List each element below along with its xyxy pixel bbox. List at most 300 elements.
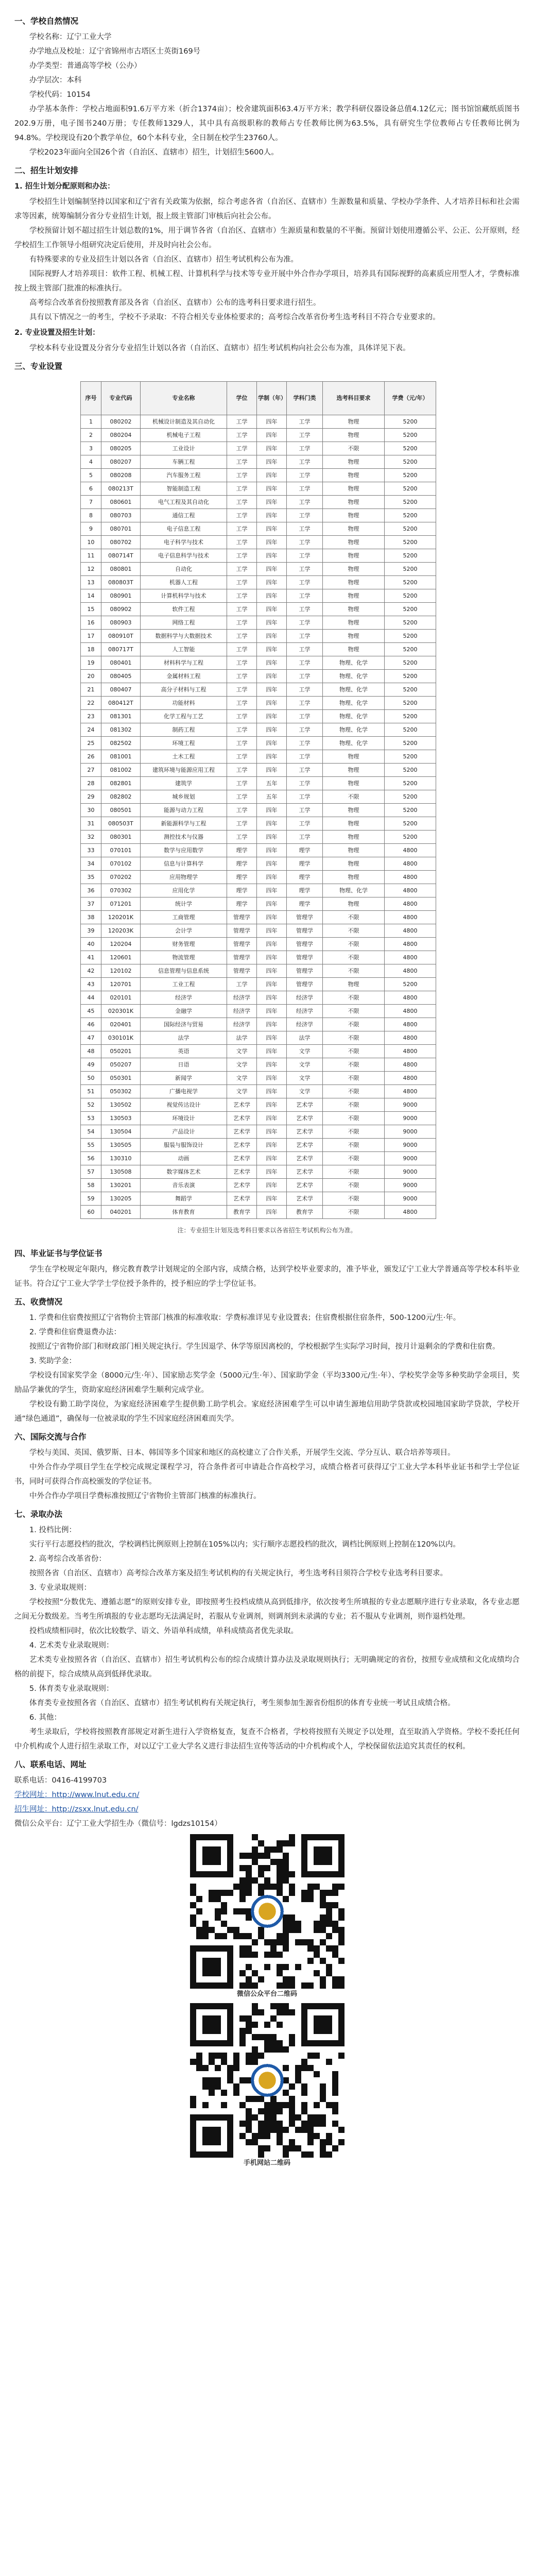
cell-requirement: 不限 (323, 790, 385, 804)
plan-paragraph-4: 国际视野人才培养项目：软件工程、机械工程、计算机科学与技术等专业开展中外合作办学项目，培养具有国际视野的高素质应用型人才，学费标准按上级主管部门批准的标准执行。 (14, 270, 520, 293)
cell-degree: 艺术学 (227, 1125, 257, 1139)
cell-fee: 5200 (385, 656, 436, 670)
admission-website-link[interactable]: 招生网址：http://zsxx.lnut.edu.cn/ (14, 1805, 139, 1814)
table-row (81, 1098, 436, 1112)
intl-paragraph-3: 中外合作办学项目学费标准按照辽宁省物价主管部门核准的标准执行。 (29, 1492, 261, 1500)
table-note: 注：专业招生计划及选考科目要求以各省招生考试机构公布为准。 (177, 1227, 357, 1234)
school-conditions: 办学基本条件：学校占地面积91.6万平方米（折合1374亩）；校舍建筑面积63.4万平方米；教学科研仪器设备总值4.12亿元；图书馆馆藏纸质图书202.9万册，电子图书240万册；专任教师1329人，其中具有高级职称的教师占专任教师比例为63.5%，具有研究生学位教师占专任教师比例为94.8%。学校现设有20个教学单位，60个本科专业，全日制在校学生23760人。 (14, 105, 520, 142)
cell-requirement: 不限 (323, 924, 385, 938)
cell-name: 工商管理 (141, 911, 227, 924)
cell-no: 18 (81, 643, 101, 656)
cell-fee: 5200 (385, 563, 436, 576)
cell-degree: 法学 (227, 1031, 257, 1045)
cell-years: 四年 (257, 429, 287, 442)
cell-category: 工学 (287, 656, 323, 670)
cell-code: 080213T (101, 482, 141, 496)
cell-years: 四年 (257, 469, 287, 482)
cell-category: 工学 (287, 415, 323, 429)
cell-requirement: 物理 (323, 469, 385, 482)
admission-paragraph-1: 实行平行志愿投档的批次，学校调档比例原则上控制在105%以内；实行顺序志愿投档的批次，调档比例原则上控制在120%以内。 (29, 1540, 460, 1549)
cell-fee: 4800 (385, 1045, 436, 1058)
fee-paragraph-4: 3. 奖助学金： (29, 1357, 76, 1365)
table-row (81, 603, 436, 616)
cell-years: 四年 (257, 670, 287, 683)
cell-fee: 5200 (385, 630, 436, 643)
cell-category: 工学 (287, 589, 323, 603)
cell-name: 法学 (141, 1031, 227, 1045)
cell-requirement: 物理 (323, 616, 385, 630)
cell-requirement: 物理 (323, 603, 385, 616)
cell-fee: 5200 (385, 442, 436, 455)
cell-category: 工学 (287, 683, 323, 697)
cell-fee: 5200 (385, 670, 436, 683)
cell-fee: 5200 (385, 643, 436, 656)
cell-code: 080717T (101, 643, 141, 656)
cell-name: 会计学 (141, 924, 227, 938)
cell-code: 080901 (101, 589, 141, 603)
cell-degree: 艺术学 (227, 1192, 257, 1206)
cell-fee: 9000 (385, 1179, 436, 1192)
table-row (81, 496, 436, 509)
cell-code: 080902 (101, 603, 141, 616)
cell-no: 16 (81, 616, 101, 630)
cell-code: 080703 (101, 509, 141, 522)
cell-requirement: 物理 (323, 857, 385, 871)
cell-name: 视觉传达设计 (141, 1098, 227, 1112)
cell-requirement: 不限 (323, 1098, 385, 1112)
table-row (81, 536, 436, 549)
cell-fee: 5200 (385, 697, 436, 710)
cell-category: 管理学 (287, 938, 323, 951)
cell-fee: 9000 (385, 1112, 436, 1125)
cell-requirement: 物理 (323, 496, 385, 509)
cell-requirement: 物理 (323, 764, 385, 777)
cell-requirement: 不限 (323, 1018, 385, 1031)
cell-name: 制药工程 (141, 723, 227, 737)
cell-degree: 工学 (227, 790, 257, 804)
cell-years: 四年 (257, 1072, 287, 1085)
cell-degree: 管理学 (227, 951, 257, 964)
cell-category: 文学 (287, 1058, 323, 1072)
table-row (81, 790, 436, 804)
cell-no: 14 (81, 589, 101, 603)
plan-paragraph-7: 学校本科专业设置及分省分专业招生计划以各省（自治区、直辖市）招生考试机构向社会公布为准，具体详见下表。 (29, 344, 410, 352)
cell-years: 五年 (257, 777, 287, 790)
table-row (81, 656, 436, 670)
cell-years: 四年 (257, 549, 287, 563)
cell-years: 四年 (257, 978, 287, 991)
cell-degree: 经济学 (227, 991, 257, 1005)
cell-degree: 理学 (227, 844, 257, 857)
school-address: 办学地点及校址：辽宁省锦州市古塔区士英街169号 (29, 47, 201, 56)
cell-years: 四年 (257, 643, 287, 656)
cell-name: 建筑环境与能源应用工程 (141, 764, 227, 777)
cell-name: 动画 (141, 1152, 227, 1165)
cell-fee: 9000 (385, 1152, 436, 1165)
cell-name: 信息与计算科学 (141, 857, 227, 871)
fee-paragraph-1: 1. 学费和住宿费按照辽宁省物价主管部门核准的标准收取：学费标准详见专业设置表；住宿费根据住宿条件，500-1200元/生·年。 (29, 1314, 461, 1322)
table-row (81, 991, 436, 1005)
table-row (81, 482, 436, 496)
table-row (81, 804, 436, 817)
majors-table (80, 381, 436, 1219)
cell-name: 金融学 (141, 1005, 227, 1018)
cell-fee: 5200 (385, 750, 436, 764)
table-row (81, 1045, 436, 1058)
section-6-title: 六、国际交流与合作 (14, 1432, 87, 1442)
cell-requirement: 物理 (323, 897, 385, 911)
cell-degree: 工学 (227, 549, 257, 563)
col-header-degree: 学位 (227, 382, 257, 415)
cell-fee: 5200 (385, 482, 436, 496)
cell-requirement: 不限 (323, 1125, 385, 1139)
cell-name: 机械电子工程 (141, 429, 227, 442)
cell-name: 计算机科学与技术 (141, 589, 227, 603)
cell-no: 56 (81, 1152, 101, 1165)
cell-years: 四年 (257, 455, 287, 469)
cell-years: 四年 (257, 1192, 287, 1206)
contact-phone: 联系电话：0416-4199703 (14, 1776, 107, 1785)
cell-category: 工学 (287, 482, 323, 496)
cell-fee: 9000 (385, 1125, 436, 1139)
cell-fee: 5200 (385, 509, 436, 522)
wechat-qr-caption: 微信公众平台二维码 (236, 1990, 297, 1998)
cell-category: 工学 (287, 429, 323, 442)
table-row (81, 1165, 436, 1179)
cell-no: 33 (81, 844, 101, 857)
cell-fee: 4800 (385, 1018, 436, 1031)
cell-name: 能源与动力工程 (141, 804, 227, 817)
cell-name: 通信工程 (141, 509, 227, 522)
cell-name: 新能源科学与工程 (141, 817, 227, 831)
wechat-qr-code (190, 1834, 344, 1989)
cell-requirement: 物理、化学 (323, 670, 385, 683)
cell-requirement: 物理、化学 (323, 884, 385, 897)
table-row (81, 1058, 436, 1072)
admission-paragraph-2: 按照各省（自治区、直辖市）高考综合改革方案及招生考试机构的有关规定执行，考生选考科目须符合学校专业选考科目要求。 (29, 1569, 447, 1578)
admission-label-2: 2. 高考综合改革省份： (29, 1555, 106, 1563)
cell-category: 艺术学 (287, 1125, 323, 1139)
cell-name: 工业工程 (141, 978, 227, 991)
cell-category: 管理学 (287, 924, 323, 938)
cell-fee: 5200 (385, 549, 436, 563)
cell-code: 040201 (101, 1206, 141, 1219)
cell-no: 29 (81, 790, 101, 804)
cell-category: 工学 (287, 710, 323, 723)
cell-years: 四年 (257, 1206, 287, 1219)
cell-category: 工学 (287, 831, 323, 844)
cell-degree: 工学 (227, 630, 257, 643)
cell-requirement: 物理 (323, 817, 385, 831)
cell-category: 经济学 (287, 1005, 323, 1018)
cell-degree: 工学 (227, 616, 257, 630)
cell-code: 020401 (101, 1018, 141, 1031)
cell-code: 080903 (101, 616, 141, 630)
cell-code: 080412T (101, 697, 141, 710)
cell-years: 四年 (257, 442, 287, 455)
cell-fee: 4800 (385, 1031, 436, 1045)
admission-label-1: 1. 投档比例： (29, 1526, 76, 1534)
cell-no: 6 (81, 482, 101, 496)
table-row (81, 576, 436, 589)
cell-category: 工学 (287, 737, 323, 750)
cell-requirement: 不限 (323, 1072, 385, 1085)
cell-fee: 5200 (385, 683, 436, 697)
cell-no: 4 (81, 455, 101, 469)
cell-fee: 4800 (385, 1206, 436, 1219)
cell-years: 四年 (257, 764, 287, 777)
cell-name: 舞蹈学 (141, 1192, 227, 1206)
cell-degree: 文学 (227, 1045, 257, 1058)
table-row (81, 844, 436, 857)
cell-requirement: 物理、化学 (323, 737, 385, 750)
cell-category: 工学 (287, 670, 323, 683)
cell-code: 130205 (101, 1192, 141, 1206)
cell-no: 26 (81, 750, 101, 764)
cell-degree: 工学 (227, 656, 257, 670)
cell-years: 四年 (257, 415, 287, 429)
cell-no: 41 (81, 951, 101, 964)
cell-name: 车辆工程 (141, 455, 227, 469)
cell-name: 应用化学 (141, 884, 227, 897)
cell-years: 四年 (257, 496, 287, 509)
cell-category: 工学 (287, 697, 323, 710)
table-row (81, 1112, 436, 1125)
table-row (81, 897, 436, 911)
admission-paragraph-5: 艺术类专业按照各省（自治区、直辖市）招生考试机构公布的综合成绩计算办法及录取规则执行；无明确规定的省份，按照专业成绩和文化成绩均合格的前提下，综合成绩从高到低择优录取。 (14, 1656, 520, 1679)
cell-no: 30 (81, 804, 101, 817)
cell-code: 080401 (101, 656, 141, 670)
cell-years: 四年 (257, 563, 287, 576)
fee-paragraph-2: 2. 学费和住宿费退费办法： (29, 1328, 121, 1336)
cell-requirement: 物理 (323, 509, 385, 522)
cell-code: 080208 (101, 469, 141, 482)
cell-code: 080207 (101, 455, 141, 469)
cell-category: 工学 (287, 563, 323, 576)
cell-no: 12 (81, 563, 101, 576)
cell-fee: 5200 (385, 455, 436, 469)
cell-years: 四年 (257, 804, 287, 817)
cell-category: 经济学 (287, 991, 323, 1005)
cell-no: 36 (81, 884, 101, 897)
cell-degree: 工学 (227, 723, 257, 737)
cell-degree: 工学 (227, 737, 257, 750)
cell-fee: 5200 (385, 817, 436, 831)
cell-fee: 4800 (385, 1072, 436, 1085)
cell-category: 理学 (287, 844, 323, 857)
cell-fee: 4800 (385, 871, 436, 884)
cell-degree: 工学 (227, 522, 257, 536)
cell-category: 文学 (287, 1072, 323, 1085)
table-row (81, 563, 436, 576)
cell-category: 法学 (287, 1031, 323, 1045)
section-8-title: 八、联系电话、网址 (14, 1760, 87, 1769)
table-row (81, 1206, 436, 1219)
fee-paragraph-5: 学校设有国家奖学金（8000元/生·年）、国家励志奖学金（5000元/生·年）、国家助学金（平均3300元/生·年）、学校奖学金等多种奖助学金项目，奖励品学兼优的学生，资助家庭经济困难学生顺利完成学业。 (14, 1371, 520, 1394)
cell-degree: 文学 (227, 1085, 257, 1098)
col-header-code: 专业代码 (101, 382, 141, 415)
cell-requirement: 物理 (323, 777, 385, 790)
cell-fee: 9000 (385, 1165, 436, 1179)
cell-code: 081301 (101, 710, 141, 723)
school-website-link[interactable]: 学校网址：http://www.lnut.edu.cn/ (14, 1791, 140, 1799)
table-row (81, 429, 436, 442)
cell-name: 数字媒体艺术 (141, 1165, 227, 1179)
cell-no: 49 (81, 1058, 101, 1072)
cell-category: 管理学 (287, 964, 323, 978)
cell-no: 46 (81, 1018, 101, 1031)
fee-paragraph-3: 按照辽宁省物价部门和财政部门相关规定执行。学生因退学、休学等原因离校的，学校根据学生实际学习时间，按月计退剩余的学费和住宿费。 (29, 1343, 500, 1351)
cell-years: 四年 (257, 750, 287, 764)
cell-degree: 工学 (227, 831, 257, 844)
cell-degree: 理学 (227, 857, 257, 871)
cell-degree: 工学 (227, 415, 257, 429)
cell-category: 理学 (287, 871, 323, 884)
cell-requirement: 物理 (323, 576, 385, 589)
cell-degree: 工学 (227, 469, 257, 482)
cell-name: 高分子材料与工程 (141, 683, 227, 697)
cell-years: 四年 (257, 1058, 287, 1072)
cell-years: 四年 (257, 697, 287, 710)
cell-requirement: 不限 (323, 1058, 385, 1072)
cell-code: 080701 (101, 522, 141, 536)
cell-category: 工学 (287, 630, 323, 643)
cell-fee: 9000 (385, 1098, 436, 1112)
cell-years: 四年 (257, 951, 287, 964)
cell-years: 四年 (257, 522, 287, 536)
table-row (81, 938, 436, 951)
cell-name: 工业设计 (141, 442, 227, 455)
table-row (81, 978, 436, 991)
table-row (81, 1192, 436, 1206)
cell-category: 工学 (287, 723, 323, 737)
cell-requirement: 物理 (323, 630, 385, 643)
plan-paragraph-1: 学校招生计划编制坚持以国家和辽宁省有关政策为依据，综合考虑各省（自治区、直辖市）生源数量和质量、学校办学条件、人才培养目标和社会需求等因素，统筹编制分省分专业招生计划，报上级主管部门审核后向社会公布。 (14, 198, 520, 221)
table-header-row (81, 382, 436, 415)
cell-name: 智能制造工程 (141, 482, 227, 496)
table-row (81, 723, 436, 737)
school-type: 办学类型：普通高等学校（公办） (29, 62, 142, 70)
cell-requirement: 物理 (323, 415, 385, 429)
table-row (81, 1085, 436, 1098)
cell-code: 030101K (101, 1031, 141, 1045)
cell-no: 47 (81, 1031, 101, 1045)
cell-code: 070101 (101, 844, 141, 857)
admission-label-5: 5. 体育类专业录取规则： (29, 1685, 114, 1693)
cell-years: 四年 (257, 1031, 287, 1045)
cell-category: 工学 (287, 777, 323, 790)
cell-requirement: 不限 (323, 1031, 385, 1045)
cell-no: 31 (81, 817, 101, 831)
section-4-title: 四、毕业证书与学位证书 (14, 1249, 102, 1258)
admission-paragraph-3: 学校按照“分数优先、遵循志愿”的原则安排专业，即按照考生投档成绩从高到低排序，依次按考生所填报的专业志愿顺序进行专业录取，各专业志愿之间无分数级差。当考生所填报的专业志愿均无法满足时，若服从专业调剂，则调剂到未录满的专业；若不服从专业调剂，则作退档处理。 (14, 1598, 520, 1621)
cell-category: 工学 (287, 549, 323, 563)
cell-category: 艺术学 (287, 1139, 323, 1152)
cell-fee: 5200 (385, 589, 436, 603)
mobile-qr-block (182, 2003, 352, 2169)
table-row (81, 1005, 436, 1018)
cell-degree: 管理学 (227, 911, 257, 924)
cell-category: 艺术学 (287, 1112, 323, 1125)
section-2-title: 二、招生计划安排 (14, 166, 79, 175)
cell-years: 四年 (257, 723, 287, 737)
cell-no: 19 (81, 656, 101, 670)
cell-fee: 4800 (385, 1058, 436, 1072)
plan-paragraph-5: 高考综合改革省份按照教育部及各省（自治区、直辖市）公布的选考科目要求进行招生。 (29, 299, 321, 307)
table-row (81, 1125, 436, 1139)
table-row (81, 522, 436, 536)
cell-name: 网络工程 (141, 616, 227, 630)
cell-category: 工学 (287, 536, 323, 549)
cell-degree: 工学 (227, 603, 257, 616)
cell-requirement: 物理 (323, 429, 385, 442)
school-plan-summary: 学校2023年面向全国26个省（自治区、直辖市）招生，计划招生5600人。 (29, 148, 279, 157)
cell-fee: 5200 (385, 469, 436, 482)
cell-code: 070102 (101, 857, 141, 871)
cell-no: 51 (81, 1085, 101, 1098)
cell-years: 四年 (257, 1018, 287, 1031)
cell-name: 环境设计 (141, 1112, 227, 1125)
cell-code: 130310 (101, 1152, 141, 1165)
cell-name: 自动化 (141, 563, 227, 576)
cell-fee: 5200 (385, 764, 436, 777)
cell-years: 四年 (257, 831, 287, 844)
cell-fee: 5200 (385, 710, 436, 723)
cell-no: 59 (81, 1192, 101, 1206)
fee-paragraph-6: 学校设有勤工助学岗位，为家庭经济困难学生提供勤工助学机会。家庭经济困难学生可以申请生源地信用助学贷款或校园地国家助学贷款，学校开通“绿色通道”，确保每一位被录取的学生不因家庭经济困难而失学。 (14, 1400, 520, 1423)
cell-years: 四年 (257, 991, 287, 1005)
cell-name: 机器人工程 (141, 576, 227, 589)
cell-category: 工学 (287, 764, 323, 777)
cell-years: 四年 (257, 844, 287, 857)
cell-fee: 4800 (385, 991, 436, 1005)
cell-code: 120102 (101, 964, 141, 978)
cell-category: 经济学 (287, 1018, 323, 1031)
cell-requirement: 物理 (323, 643, 385, 656)
cell-degree: 工学 (227, 670, 257, 683)
table-row (81, 643, 436, 656)
cell-years: 四年 (257, 1125, 287, 1139)
cell-category: 工学 (287, 750, 323, 764)
table-row (81, 777, 436, 790)
cell-degree: 理学 (227, 884, 257, 897)
col-header-no: 序号 (81, 382, 101, 415)
cell-code: 080204 (101, 429, 141, 442)
cell-requirement: 物理 (323, 563, 385, 576)
admission-label-6: 6. 其他： (29, 1714, 61, 1722)
cell-name: 测控技术与仪器 (141, 831, 227, 844)
cell-degree: 理学 (227, 871, 257, 884)
cell-category: 理学 (287, 884, 323, 897)
cell-category: 工学 (287, 603, 323, 616)
cell-requirement: 不限 (323, 1165, 385, 1179)
cell-requirement: 不限 (323, 1206, 385, 1219)
cell-requirement: 物理、化学 (323, 656, 385, 670)
cell-category: 艺术学 (287, 1192, 323, 1206)
col-header-fee: 学费（元/年） (385, 382, 436, 415)
table-row (81, 630, 436, 643)
col-header-category: 学科门类 (287, 382, 323, 415)
cell-code: 082802 (101, 790, 141, 804)
school-code: 学校代码：10154 (29, 91, 91, 99)
cell-category: 管理学 (287, 951, 323, 964)
cell-degree: 工学 (227, 429, 257, 442)
cell-degree: 艺术学 (227, 1139, 257, 1152)
cell-no: 57 (81, 1165, 101, 1179)
cell-degree: 工学 (227, 576, 257, 589)
cell-code: 050207 (101, 1058, 141, 1072)
table-row (81, 549, 436, 563)
